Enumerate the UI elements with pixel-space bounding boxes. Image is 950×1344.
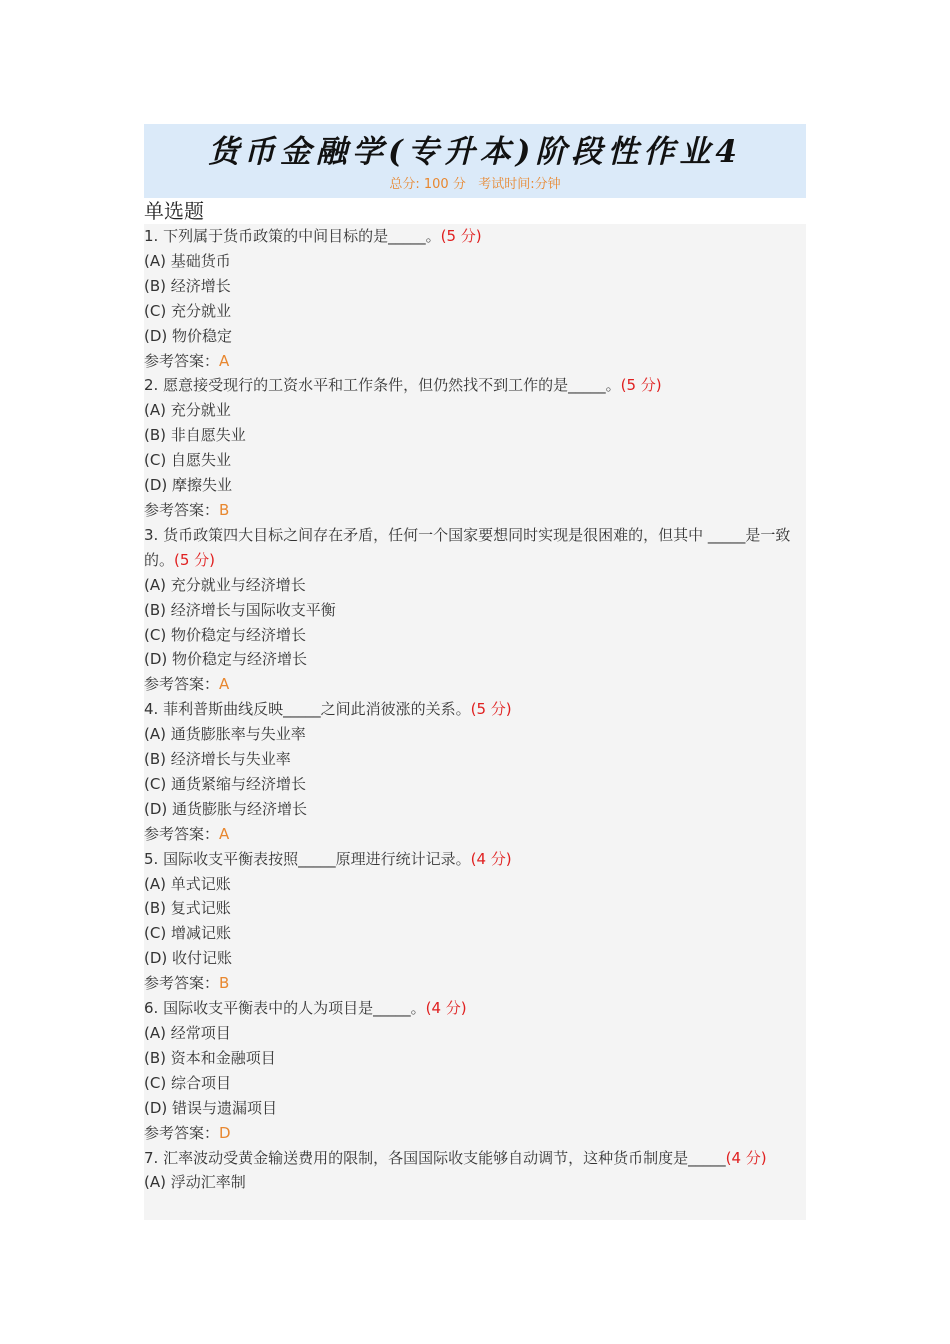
question-score: (5 分) bbox=[440, 227, 482, 245]
answer-value: A bbox=[219, 675, 230, 694]
question-text bbox=[144, 847, 806, 872]
question-stem: 3. 货币政策四大目标之间存在矛盾，任何一个国家要想同时实现是很困难的，但其中 _____是一致的。 bbox=[144, 525, 791, 569]
question-text bbox=[144, 996, 806, 1021]
answer-value: A bbox=[219, 824, 230, 843]
reference-answer bbox=[144, 822, 806, 847]
question-score: (5 分) bbox=[620, 376, 662, 395]
answer-label: 参考答案： bbox=[144, 500, 220, 519]
question-text bbox=[144, 523, 806, 573]
answer-option: (A) 浮动汇率制 bbox=[144, 1173, 246, 1192]
answer-option: (D) 通货膨胀与经济增长 bbox=[144, 799, 308, 818]
answer-option: (B) 非自愿失业 bbox=[144, 426, 246, 445]
answer-option: (D) 错误与遗漏项目 bbox=[144, 1098, 278, 1117]
reference-answer bbox=[144, 971, 806, 996]
answer-value: A bbox=[219, 351, 230, 370]
answer-option: (C) 增减记账 bbox=[144, 924, 231, 943]
reference-answer bbox=[144, 1121, 806, 1146]
question-score: (4 分) bbox=[470, 849, 512, 868]
reference-answer bbox=[144, 672, 806, 697]
answer-option: (B) 经济增长与国际收支平衡 bbox=[144, 600, 336, 619]
answer-option: (C) 自愿失业 bbox=[144, 451, 231, 470]
answer-label: 参考答案： bbox=[144, 1123, 220, 1142]
question-stem: 6. 国际收支平衡表中的人为项目是_____。 bbox=[144, 999, 426, 1018]
question-list bbox=[144, 224, 806, 1220]
answer-option: (B) 经济增长 bbox=[144, 276, 231, 295]
answer-option: (A) 单式记账 bbox=[144, 874, 231, 893]
question-score: (4 分) bbox=[425, 999, 467, 1018]
answer-option: (A) 通货膨胀率与失业率 bbox=[144, 725, 306, 744]
answer-option: (C) 物价稳定与经济增长 bbox=[144, 625, 306, 644]
question-stem: 5. 国际收支平衡表按照_____原理进行统计记录。 bbox=[144, 849, 471, 868]
answer-label: 参考答案： bbox=[144, 824, 220, 843]
question-score: (4 分) bbox=[725, 1148, 767, 1167]
answer-option: (B) 资本和金融项目 bbox=[144, 1048, 276, 1067]
question-score: (5 分) bbox=[470, 700, 512, 719]
answer-option: (D) 摩擦失业 bbox=[144, 476, 233, 495]
reference-answer bbox=[144, 498, 806, 523]
exam-info: 总分: 100 分 考试时间:分钟 bbox=[389, 177, 561, 192]
answer-option: (A) 经常项目 bbox=[144, 1024, 231, 1042]
answer-option: (A) 充分就业 bbox=[144, 401, 231, 420]
answer-label: 参考答案： bbox=[144, 675, 220, 694]
question-text bbox=[144, 697, 806, 722]
answer-option: (D) 物价稳定 bbox=[144, 326, 233, 345]
section-title: 单选题 bbox=[144, 199, 204, 223]
question-score: (5 分) bbox=[174, 550, 216, 569]
answer-option: (B) 经济增长与失业率 bbox=[144, 750, 291, 769]
answer-option: (B) 复式记账 bbox=[144, 899, 231, 918]
answer-option: (A) 基础货币 bbox=[144, 251, 231, 270]
answer-option: (D) 收付记账 bbox=[144, 949, 233, 968]
question-text bbox=[144, 224, 806, 249]
answer-value: B bbox=[219, 974, 230, 993]
answer-value: B bbox=[219, 500, 230, 519]
reference-answer bbox=[144, 349, 806, 374]
page-title: 货币金融学(专升本)阶段性作业4 bbox=[208, 134, 742, 170]
question-stem: 7. 汇率波动受黄金输送费用的限制，各国国际收支能够自动调节，这种货币制度是_____ bbox=[144, 1148, 726, 1167]
question-stem: 4. 菲利普斯曲线反映_____之间此消彼涨的关系。 bbox=[144, 700, 471, 719]
question-stem: 1. 下列属于货币政策的中间目标的是_____。 bbox=[144, 227, 441, 245]
answer-label: 参考答案： bbox=[144, 974, 220, 993]
question-stem: 2. 愿意接受现行的工资水平和工作条件，但仍然找不到工作的是_____。 bbox=[144, 376, 621, 395]
answer-option: (C) 充分就业 bbox=[144, 301, 231, 320]
exam-header bbox=[144, 124, 806, 198]
question-text bbox=[144, 1146, 806, 1171]
answer-label: 参考答案： bbox=[144, 351, 220, 370]
answer-option: (C) 综合项目 bbox=[144, 1073, 231, 1092]
answer-option: (C) 通货紧缩与经济增长 bbox=[144, 774, 306, 793]
question-text bbox=[144, 373, 806, 398]
answer-option: (D) 物价稳定与经济增长 bbox=[144, 650, 308, 669]
answer-option: (A) 充分就业与经济增长 bbox=[144, 575, 306, 594]
answer-value: D bbox=[219, 1123, 231, 1142]
